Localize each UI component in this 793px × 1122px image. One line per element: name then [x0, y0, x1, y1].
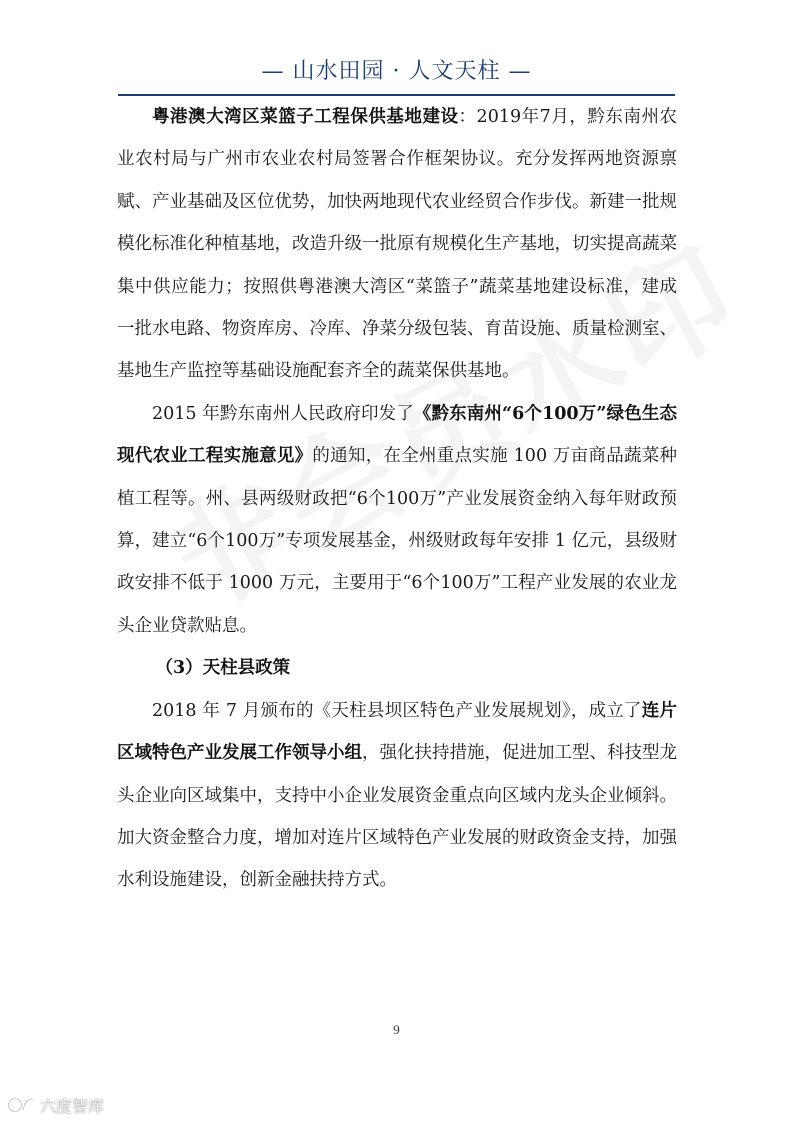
paragraph-county-policy [117, 690, 677, 902]
paragraph-text: 2015 年黔东南州人民政府印发了 [152, 403, 414, 424]
paragraph-lead-heading: 粤港澳大湾区菜篮子工程保供基地建设 [152, 107, 459, 127]
site-logo-text: 六度智库 [40, 1096, 105, 1116]
section-heading [117, 647, 677, 689]
corner-logo [6, 1092, 104, 1118]
paragraph-text: 2018 年 7 月颁布的《天柱县坝区特色产业发展规划》，成立了 [152, 700, 642, 721]
paragraph-prefecture-policy [117, 393, 677, 647]
leading-group-name: 连片区域特色产业发展工作领导小组 [117, 700, 678, 764]
page-number: 9 [393, 1022, 400, 1037]
paragraph-text: 的通知，在全州重点实施 100 万亩商品蔬菜种植工程等。州、县两级财政把“6个100万”产业发展资金纳入每年财政预算，建立“6个100万”专项发展基金，州级财政每年安排 1 亿元，县级财政安排不低于 1000 万元，主要用于“6个100万”工程产业发展的农业龙头企业贷款贴息。 [117, 446, 677, 636]
page-header-slogan: — 山水田园 · 人文天柱 — [261, 59, 532, 84]
paragraph-text: ：2019年7月，黔东南州农业农村局与广州市农业农村局签署合作框架协议。充分发挥两地资源禀赋、产业基础及区位优势，加快两地现代农业经贸合作步伐。新建一批规模化标准化种植基地，改造升级一批原有规模化生产基地，切实提高蔬菜集中供应能力；按照供粤港澳大湾区“菜篮子”蔬菜基地建设标准，建成一批水电路、物资库房、冷库、净菜分级包装、育苗设施、质量检测室、基地生产监控等基础设施配套齐全的蔬菜保供基地。 [117, 107, 678, 382]
paragraph-greater-bay-area [117, 96, 677, 393]
policy-document-title: 《黔东南州“6个100万”绿色生态现代农业工程实施意见》 [117, 403, 677, 467]
paragraph-text: ，强化扶持措施，促进加工型、科技型龙头企业向区域集中，支持中小企业发展资金重点向区域内龙头企业倾斜。加大资金整合力度，增加对连片区域特色产业发展的财政资金支持，加强水利设施建设，创新金融扶持方式。 [117, 743, 677, 891]
site-logo-icon [6, 1095, 36, 1115]
document-body [117, 96, 677, 902]
section-heading-text: （3）天柱县政策 [155, 658, 291, 679]
